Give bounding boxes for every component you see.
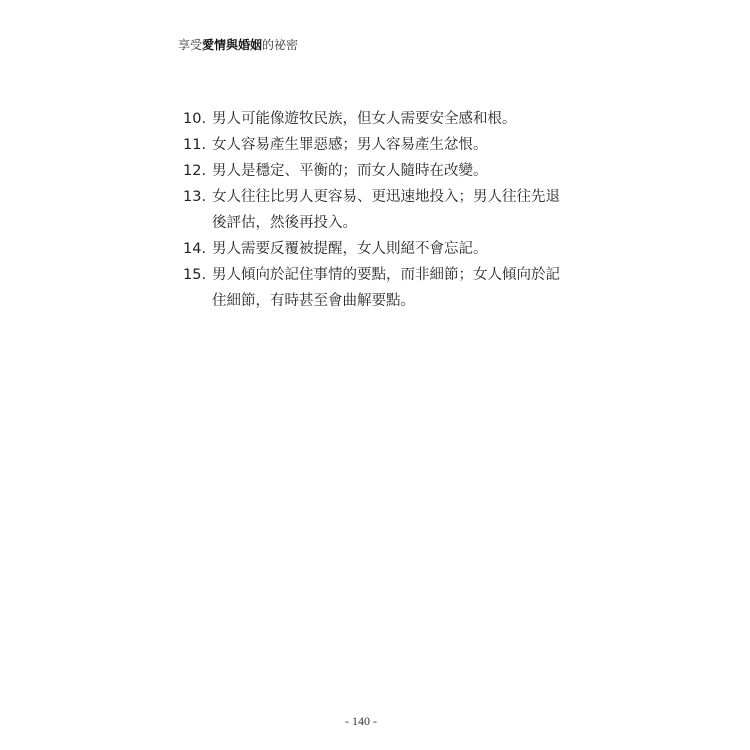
item-number: 15. [183, 267, 207, 283]
item-text: 男人需要反覆被提醒，女人則絕不會忘記。 [212, 241, 488, 257]
list-item [183, 262, 560, 314]
list-item [183, 106, 560, 132]
item-text: 男人是穩定、平衡的；而女人隨時在改變。 [212, 163, 488, 179]
item-text: 女人容易產生罪惡感；男人容易產生忿恨。 [212, 137, 488, 153]
item-number: 12. [183, 163, 207, 179]
running-header [178, 36, 298, 53]
list-item [183, 132, 560, 158]
item-text: 女人往往比男人更容易、更迅速地投入；男人往往先退 [212, 189, 560, 205]
item-number: 11. [183, 137, 207, 153]
item-number: 10. [183, 111, 207, 127]
header-text-bold: 愛情與婚姻 [202, 38, 263, 52]
item-text: 男人傾向於記住事情的要點，而非細節；女人傾向於記 [212, 267, 560, 283]
list-item [183, 184, 560, 236]
header-text-1: 享受 [178, 38, 203, 52]
header-text-2: 的祕密 [262, 38, 299, 52]
item-number: 14. [183, 241, 207, 257]
item-text-continued: 後評估，然後再投入。 [212, 215, 357, 231]
item-text: 男人可能像遊牧民族，但女人需要安全感和根。 [212, 111, 517, 127]
page-number: - 140 - [345, 714, 377, 728]
list-item [183, 158, 560, 184]
item-number: 13. [183, 189, 207, 205]
item-text-continued: 住細節，有時甚至會曲解要點。 [212, 293, 415, 309]
list-item [183, 236, 560, 262]
numbered-list [183, 106, 560, 314]
